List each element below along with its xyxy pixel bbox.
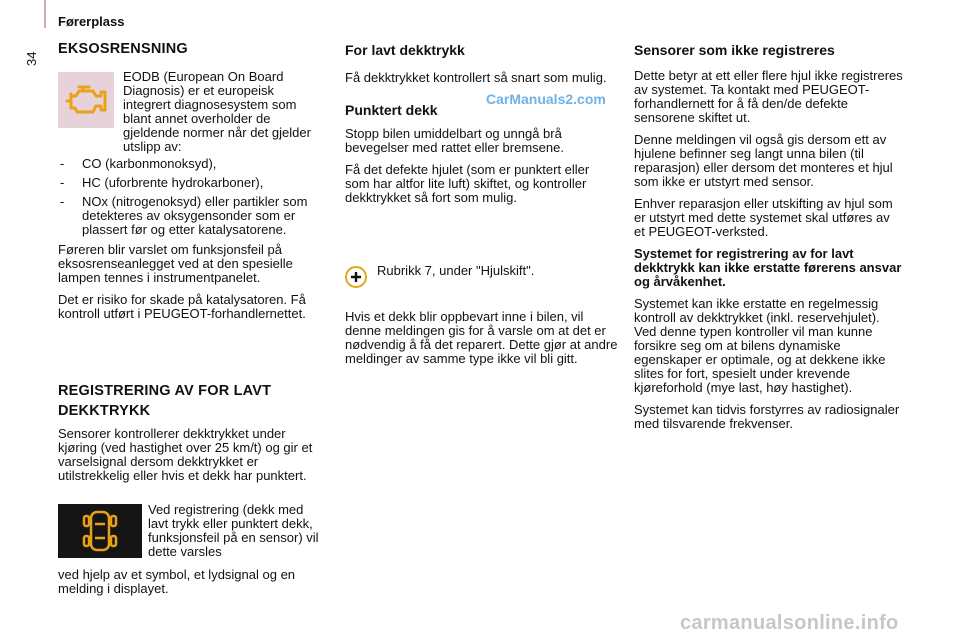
reg-heading xyxy=(58,381,328,421)
sensor-p4 xyxy=(634,247,904,289)
col2-bottom xyxy=(345,310,620,374)
eodb-paragraph: EODB (European On Board Diagnosis) er et europeisk integrert diagnosesystem som blant annet overholder de gjeldende normer når det gjelder utslipp av: xyxy=(123,69,311,154)
risk-paragraph: Det er risiko for skade på katalysatoren. Få kontroll utført i PEUGEOT-forhandlernettet. xyxy=(58,292,306,321)
heading-registrering-line2: DEKKTRYKK xyxy=(58,403,151,419)
sensor-p5: Systemet kan ikke erstatte en regelmessig kontroll av dekktrykket (inkl. reservehjulet). Ved denne typen kontroller vil man kunne forsikre seg om at bilens dynamiske egenskaper er optimale, og at dekkene ikke slites for fort, spesielt under krevende kjøreforhold (mye last, høy hastighet). xyxy=(634,296,886,395)
plus-note-text: Rubrikk 7, under "Hjulskift". xyxy=(377,263,535,278)
page-number: 34 xyxy=(24,51,39,66)
reg-note-paragraph-top: Ved registrering (dekk med lavt trykk eller punktert dekk, funksjonsfeil på en sensor) vil dette varsles xyxy=(148,502,319,559)
plus-icon xyxy=(350,271,362,283)
warning-paragraph: Føreren blir varslet om funksjonsfeil på eksosrenseanlegget ved at den spesielle lampen tennes i instrumentpanelet. xyxy=(58,242,293,285)
stored-tyre-paragraph: Hvis et dekk blir oppbevart inne i bilen, vil denne meldingen gis for å varsle om at det er nødvendig å få det reparert. Dette gjør at andre meldinger av samme type ikke vil bli gitt. xyxy=(345,309,618,366)
lavt-paragraph: Få dekktrykket kontrollert så snart som mulig. xyxy=(345,70,607,85)
section-label: Førerplass xyxy=(58,14,125,29)
plus-note xyxy=(377,264,607,286)
list-item: - HC (uforbrente hydrokarboner), xyxy=(58,176,328,190)
watermark-top: CarManuals2.com xyxy=(486,91,606,107)
eodb-text xyxy=(123,70,323,162)
list-item: - NOx (nitrogenoksyd) eller partikler som detekteres av oksygensonder som er plassert før og etter katalysatorene. xyxy=(58,195,328,237)
emission-list xyxy=(58,157,328,237)
heading-punktert: Punktert dekk xyxy=(345,102,438,118)
sensor-p1: Dette betyr at ett eller flere hjul ikke registreres av systemet. Ta kontakt med PEUGEOT-forhandlernett for å få den/de defekte sensorene skiftet ut. xyxy=(634,68,903,125)
stop-paragraph: Stopp bilen umiddelbart og unngå brå bevegelser med rattet eller bremsene. xyxy=(345,126,564,155)
engine-icon-box xyxy=(58,72,114,128)
sidebar-line xyxy=(44,0,46,28)
heading-eksosrensning: EKSOSRENSNING xyxy=(58,41,188,57)
tyre-pressure-icon xyxy=(80,508,120,554)
list-item: - CO (karbonmonoksyd), xyxy=(58,157,328,171)
reg-body xyxy=(58,427,328,491)
watermark-bottom: carmanualsonline.info xyxy=(680,612,899,634)
engine-warning-icon xyxy=(63,82,109,118)
column-2 xyxy=(345,43,615,213)
heading-for-lavt: For lavt dekktrykk xyxy=(345,42,465,58)
replace-paragraph: Få det defekte hjulet (som er punktert eller som har altfor lite luft) skiftet, og kontroller dekktrykket så fort som mulig. xyxy=(345,162,590,205)
col1-body xyxy=(58,157,328,329)
column-3 xyxy=(634,43,904,439)
heading-registrering-line1: REGISTRERING AV FOR LAVT xyxy=(58,383,272,399)
plus-icon-circle xyxy=(345,266,367,288)
tyre-icon-box xyxy=(58,504,142,558)
reg-note-paragraph-bottom: ved hjelp av et symbol, et lydsignal og en melding i displayet. xyxy=(58,567,296,596)
reg-note-bottom xyxy=(58,568,328,596)
reg-note-top xyxy=(148,503,326,559)
heading-registrering xyxy=(58,381,328,421)
sensor-p6: Systemet kan tidvis forstyrres av radiosignaler med tilsvarende frekvenser. xyxy=(634,402,900,431)
sensor-paragraph: Sensorer kontrollerer dekktrykket under kjøring (ved hastighet over 25 km/t) og gir et varselsignal dersom dekktrykket er utilstrekkelig eller hvis et dekk har punktert. xyxy=(58,426,313,483)
column-1 xyxy=(58,42,328,56)
sensor-p4-bold: Systemet for registrering av for lavt dekktrykk kan ikke erstatte førerens ansvar og årvåkenhet. xyxy=(634,246,902,289)
sensor-p2: Denne meldingen vil også gis dersom ett av hjulene befinner seg langt unna bilen (til reparasjon) eller dersom det monteres et hjul som ikke er utstyrt med sensor. xyxy=(634,132,893,189)
heading-sensorer: Sensorer som ikke registreres xyxy=(634,42,835,58)
sensor-p3: Enhver reparasjon eller utskifting av hjul som er utstyrt med dette systemet skal utføres av et PEUGEOT-verksted. xyxy=(634,196,893,239)
